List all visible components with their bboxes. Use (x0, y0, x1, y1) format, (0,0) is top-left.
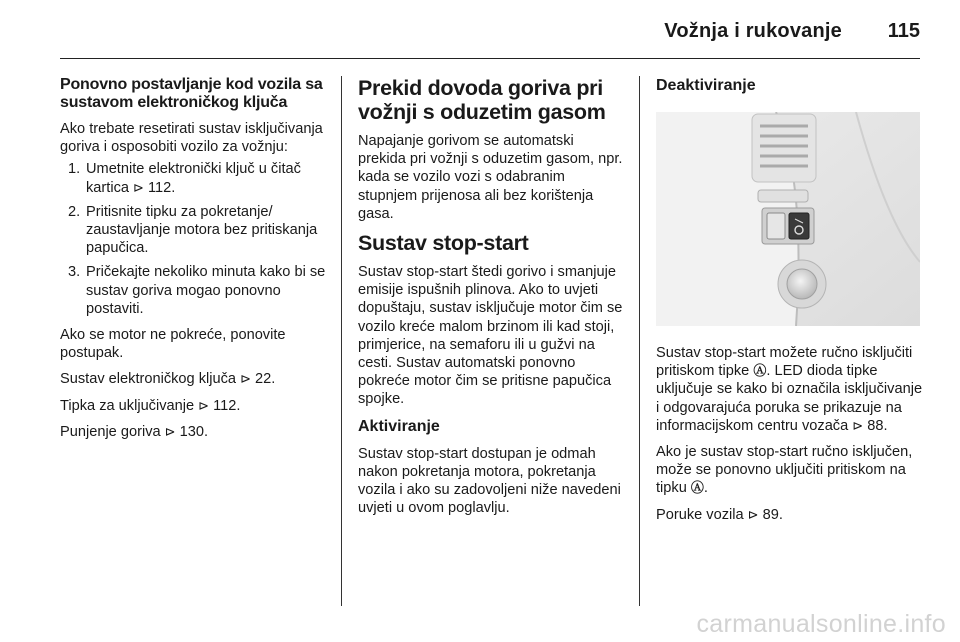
list-item: 1. Umetnite elektronički ključ u čitač kartica ⊳ 112. (68, 161, 301, 196)
cross-reference: Sustav elektroničkog ključa ⊳ 22. (60, 371, 276, 388)
ref-arrow-icon: ⊳ (852, 417, 864, 433)
cross-reference: Poruke vozila ⊳ 89. (656, 506, 783, 523)
list-item: 2. Pritisnite tipku za pokretanje/ zaustavljanje motora bez pritiskanja papučica. (68, 203, 318, 257)
page-number: 115 (887, 20, 920, 42)
stop-start-button-icon: Ⓐ (753, 363, 767, 379)
section-heading-reset: Ponovno postavljanje kod vozila sa sustavom elektroničkog ključa (60, 76, 323, 111)
ref-arrow-icon: ⊳ (164, 423, 176, 439)
column-divider (341, 76, 342, 606)
ref-arrow-icon: ⊳ (133, 179, 144, 195)
stop-start-paragraph: Sustav stop-start štedi gorivo i smanjuje emisije ispušnih plinova. Ako to uvjeti dopuštaju, sustav isključuje motor čim se vozilo kreće malom brzinom ili kad stoji, primjerice, na semaforu ili u gužvi na cesti. Sustav automatski ponovno pokreće motor čim se pritisne papučica spojke. (358, 264, 623, 408)
activation-paragraph: Sustav stop-start dostupan je odmah nakon pokretanja motora, pokretanja vozila i ako su zadovoljeni niže navedeni uvjeti u ovom poglavlju. (358, 445, 621, 517)
page-ref-link[interactable]: 22. (255, 371, 276, 388)
subheading-activation: Aktiviranje (358, 417, 440, 435)
page-ref-link[interactable]: 112. (148, 179, 176, 196)
page-ref-link[interactable]: 88. (867, 417, 888, 434)
section-heading-stop-start: Sustav stop-start (358, 231, 529, 256)
ref-arrow-icon: ⊳ (198, 397, 210, 413)
column-divider (639, 76, 640, 606)
cross-reference: Punjenje goriva ⊳ 130. (60, 423, 209, 440)
watermark: carmanualsonline.info (696, 610, 946, 638)
page-ref-link[interactable]: 89. (762, 506, 783, 523)
page-ref-link[interactable]: 112. (213, 397, 241, 414)
column-middle (358, 76, 624, 525)
column-left (60, 76, 328, 449)
deactivation-paragraph: Sustav stop-start možete ručno isključiti pritiskom tipke Ⓐ. LED dioda tipke uključuje se kako bi označila isključivanje i odgovarajuća poruka se prikazuje na informacijskom centru vozača ⊳ 88. (656, 345, 923, 434)
stop-start-button-icon: Ⓐ (690, 480, 704, 496)
page-title: Vožnja i rukovanje (664, 20, 842, 42)
dashboard-switch-photo (656, 112, 920, 326)
ref-arrow-icon: ⊳ (747, 506, 759, 522)
restart-paragraph: Ako se motor ne pokreće, ponovite postupak. (60, 327, 286, 362)
column-right (656, 76, 924, 532)
subheading-deactivation: Deaktiviranje (656, 77, 756, 94)
intro-paragraph: Ako trebate resetirati sustav isključivanja goriva i osposobiti vozilo za vožnju: (60, 121, 323, 156)
list-item: 3. Pričekajte nekoliko minuta kako bi se sustav goriva mogao ponovno postaviti. (68, 264, 326, 317)
reactivation-paragraph: Ako je sustav stop-start ručno isključen, može se ponovno uključiti pritiskom na tipku Ⓐ. (656, 444, 913, 497)
fuel-cutoff-paragraph: Napajanje gorivom se automatski prekida pri vožnji s oduzetim gasom, npr. kada se vozilo vozi s odabranim stupnjem prijenosa ali bez korištenja gasa. (358, 133, 623, 222)
page-header (60, 0, 920, 59)
cross-reference: Tipka za uključivanje ⊳ 112. (60, 397, 241, 414)
page-ref-link[interactable]: 130. (179, 423, 209, 440)
steps-list (60, 160, 328, 318)
section-heading-fuel-cutoff: Prekid dovoda goriva pri vožnji s oduzetim gasom (358, 76, 606, 124)
ref-arrow-icon: ⊳ (240, 371, 251, 387)
